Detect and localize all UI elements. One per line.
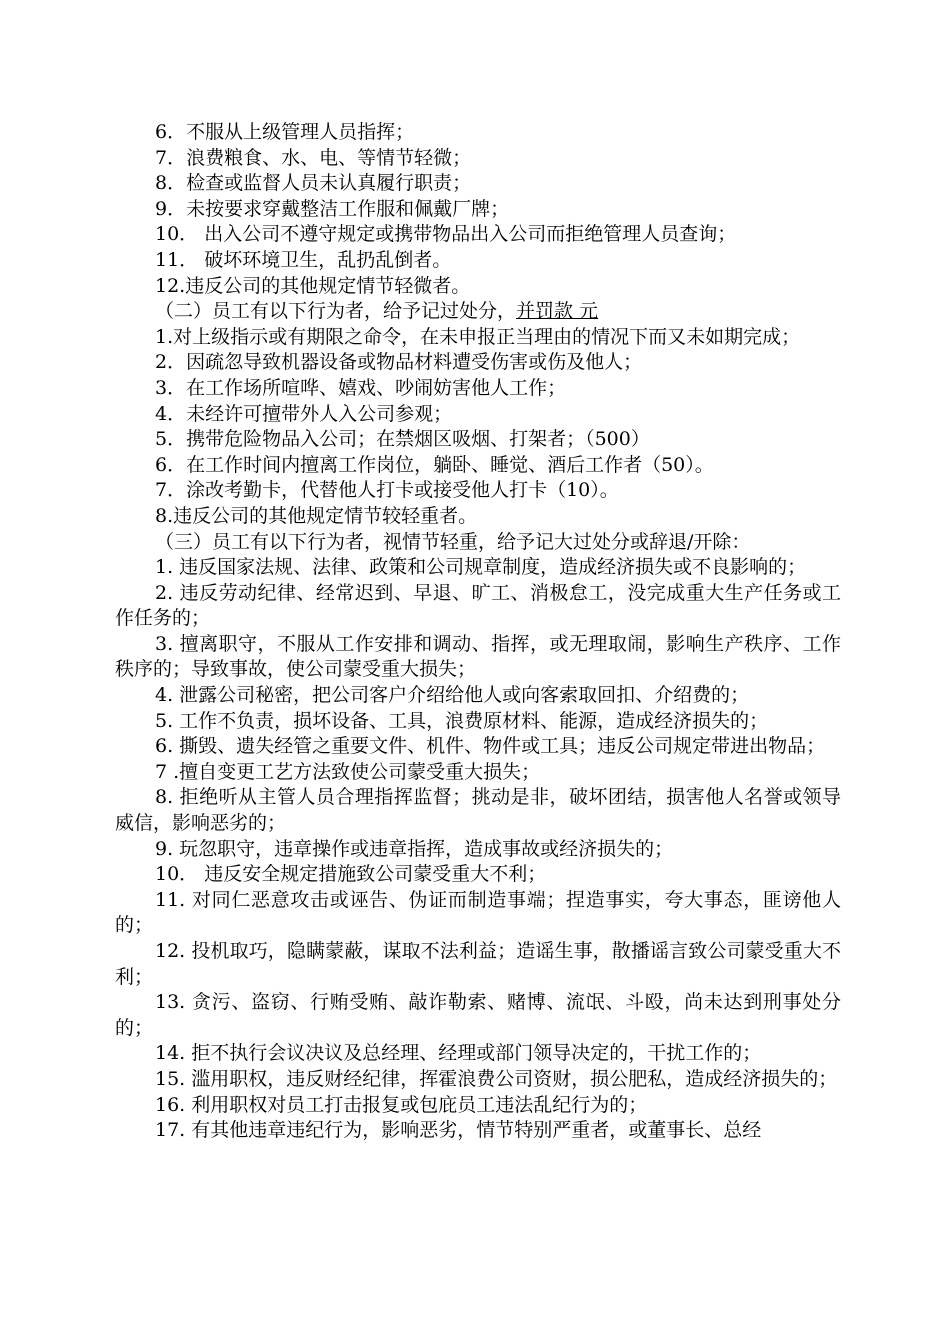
major-demerit-item-11: 11. 对同仁恶意攻击或诬告、伪证而制造事端；捏造事实，夸大事态，匪谤他人的； bbox=[115, 888, 841, 937]
rule-item-8: 8．检查或监督人员未认真履行职责； bbox=[155, 172, 472, 195]
major-demerit-item-16: 16. 利用职权对员工打击报复或包庇员工违法乱纪行为的； bbox=[155, 1093, 648, 1116]
major-demerit-item-14: 14. 拒不执行会议决议及总经理、经理或部门领导决定的，干扰工作的； bbox=[155, 1042, 762, 1065]
record-demerit-item-2: 2．因疏忽导致机器设备或物品材料遭受伤害或伤及他人； bbox=[155, 351, 643, 374]
rule-item-11: 11． 破坏环境卫生，乱扔乱倒者。 bbox=[155, 248, 452, 271]
major-demerit-item-7: 7 .擅自变更工艺方法致使公司蒙受重大损失； bbox=[155, 760, 541, 783]
major-demerit-item-9: 9. 玩忽职守，违章操作或违章指挥，造成事故或经济损失的； bbox=[155, 837, 674, 860]
rule-item-12: 12.违反公司的其他规定情节轻微者。 bbox=[155, 274, 471, 297]
record-demerit-item-8: 8.违反公司的其他规定情节较轻重者。 bbox=[155, 504, 478, 527]
rule-item-10: 10． 出入公司不遵守规定或携带物品出入公司而拒绝管理人员查询； bbox=[155, 223, 737, 246]
rule-item-7: 7．浪费粮食、水、电、等情节轻微； bbox=[155, 146, 472, 169]
major-demerit-item-8: 8. 拒绝听从主管人员合理指挥监督；挑动是非，破坏团结，损害他人名誉或领导威信，影响恶劣的； bbox=[115, 786, 841, 835]
major-demerit-item-3: 3. 擅离职守，不服从工作安排和调动、指挥，或无理取闹，影响生产秩序、工作秩序的；导致事故，使公司蒙受重大损失； bbox=[115, 632, 841, 681]
rule-item-9: 9．未按要求穿戴整洁工作服和佩戴厂牌； bbox=[155, 197, 510, 220]
record-demerit-item-1: 1.对上级指示或有期限之命令，在未申报正当理由的情况下而又未如期完成； bbox=[155, 325, 801, 348]
section-heading-3: （三）员工有以下行为者，视情节轻重，给予记大过处分或辞退/开除： bbox=[155, 530, 751, 553]
rule-item-6: 6．不服从上级管理人员指挥； bbox=[155, 121, 415, 143]
major-demerit-item-4: 4. 泄露公司秘密，把公司客户介绍给他人或向客索取回扣、介绍费的； bbox=[155, 684, 750, 707]
section-heading-2-text: （二）员工有以下行为者，给予记过处分， bbox=[155, 300, 517, 323]
record-demerit-item-5: 5．携带危险物品入公司；在禁烟区吸烟、打架者；（500） bbox=[155, 428, 650, 451]
document-page bbox=[115, 120, 841, 1144]
major-demerit-item-17: 17. 有其他违章违纪行为，影响恶劣，情节特别严重者，或董事长、总经 bbox=[155, 1119, 762, 1142]
major-demerit-item-12: 12. 投机取巧，隐瞒蒙蔽，谋取不法利益；造谣生事，散播谣言致公司蒙受重大不利； bbox=[115, 940, 841, 988]
major-demerit-item-15: 15. 滥用职权，违反财经纪律，挥霍浪费公司资财，损公肥私，造成经济损失的； bbox=[155, 1067, 838, 1090]
major-demerit-item-5: 5. 工作不负责，损坏设备、工具，浪费原材料、能源，造成经济损失的； bbox=[155, 709, 769, 732]
major-demerit-item-6: 6. 撕毁、遗失经管之重要文件、机件、物件或工具；违反公司规定带进出物品； bbox=[155, 735, 826, 758]
record-demerit-item-7: 7．涂改考勤卡，代替他人打卡或接受他人打卡（10）。 bbox=[155, 479, 619, 502]
record-demerit-item-4: 4．未经许可擅带外人入公司参观； bbox=[155, 402, 453, 425]
major-demerit-item-1: 1. 违反国家法规、法律、政策和公司规章制度，造成经济损失或不良影响的； bbox=[155, 556, 807, 579]
major-demerit-item-10: 10． 违反安全规定措施致公司蒙受重大不利； bbox=[155, 863, 547, 886]
major-demerit-item-13: 13. 贪污、盗窃、行贿受贿、敲诈勒索、赌博、流氓、斗殴，尚未达到刑事处分的； bbox=[115, 991, 841, 1039]
record-demerit-item-3: 3．在工作场所喧哗、嬉戏、吵闹妨害他人工作； bbox=[155, 376, 567, 399]
record-demerit-item-6: 6．在工作时间内擅离工作岗位，躺卧、睡觉、酒后工作者（50）。 bbox=[155, 453, 714, 476]
major-demerit-item-2: 2. 违反劳动纪律、经常迟到、早退、旷工、消极怠工，没完成重大生产任务或工作任务的； bbox=[115, 581, 841, 630]
fine-clause: 并罚款 元 bbox=[516, 300, 599, 323]
section-heading-2 bbox=[115, 299, 841, 325]
